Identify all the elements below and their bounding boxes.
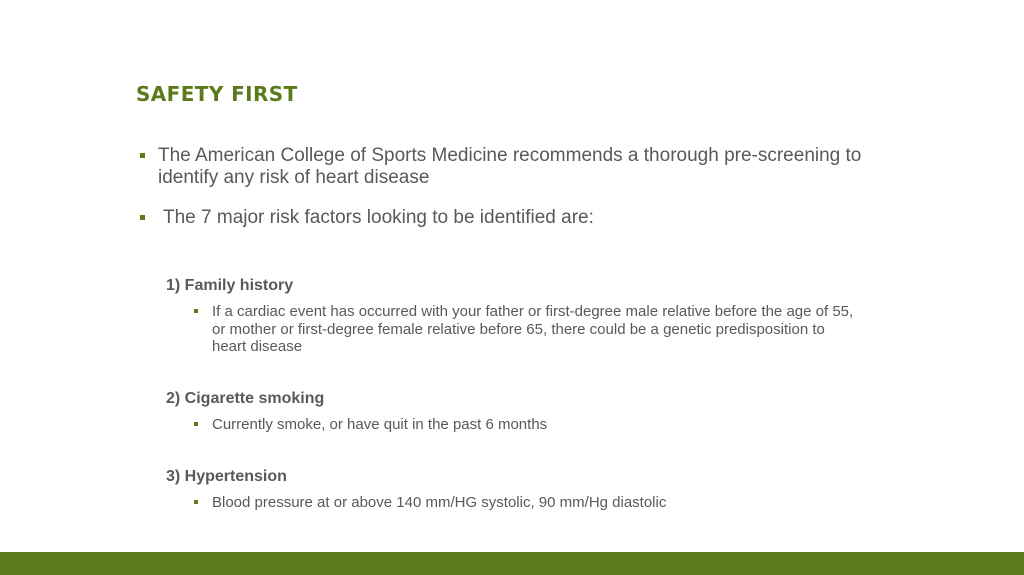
main-bullet-text: The American College of Sports Medicine recommends a thorough pre-screening to identify any risk of heart disease: [158, 145, 862, 188]
main-bullet-text: The 7 major risk factors looking to be identified are:: [163, 207, 594, 228]
risk-factor-detail-text: Blood pressure at or above 140 mm/HG systolic, 90 mm/Hg diastolic: [212, 494, 667, 511]
main-bullet-item: [136, 207, 886, 229]
risk-factor-detail-text: If a cardiac event has occurred with your father or first-degree male relative before the age of 55, or mother or first-degree female relative before 65, there could be a genetic predisposition to heart disease: [212, 303, 854, 355]
risk-factor-heading: 3) Hypertension: [166, 468, 287, 485]
risk-factor-family-history: [166, 276, 866, 356]
risk-factor-detail: [212, 416, 862, 434]
square-bullet-icon: [194, 309, 198, 313]
square-bullet-icon: [140, 215, 145, 220]
risk-factor-detail: [212, 303, 862, 356]
risk-factor-heading: 1) Family history: [166, 277, 294, 294]
square-bullet-icon: [140, 153, 145, 158]
square-bullet-icon: [194, 422, 198, 426]
risk-factor-heading: 2) Cigarette smoking: [166, 390, 325, 407]
risk-factor-detail-text: Currently smoke, or have quit in the past 6 months: [212, 416, 548, 433]
risk-factor-hypertension: [166, 467, 866, 512]
slide-title: SAFETY FIRST: [136, 82, 298, 106]
main-bullet-item: [136, 145, 886, 189]
main-bullet-list: [136, 145, 886, 229]
square-bullet-icon: [194, 500, 198, 504]
footer-accent-bar: [0, 552, 1024, 575]
risk-factor-cigarette-smoking: [166, 389, 866, 434]
risk-factor-detail: [212, 494, 862, 512]
